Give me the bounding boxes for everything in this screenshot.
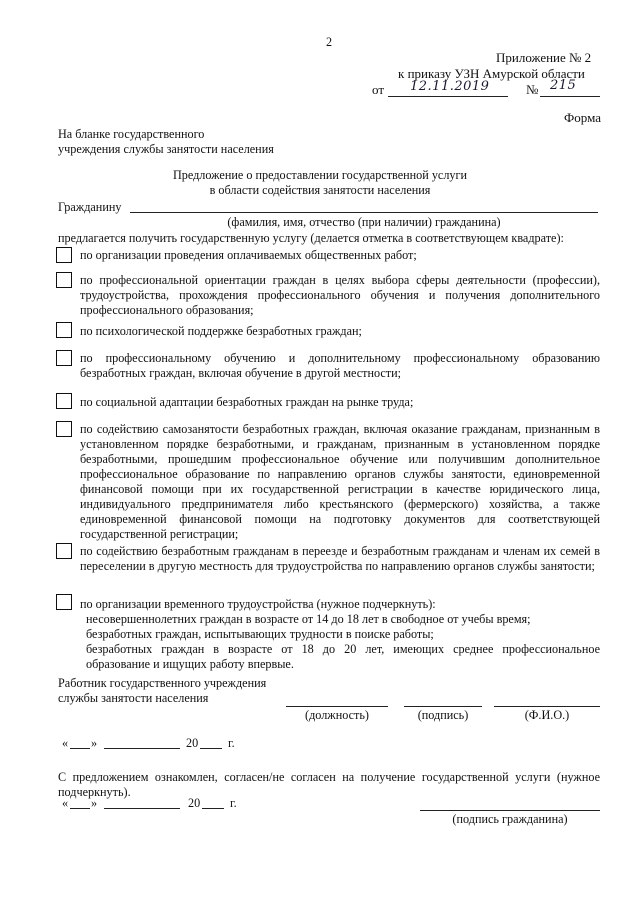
option-checkbox-self-employment[interactable] xyxy=(56,421,72,437)
option-temporary-employment: по организации временного трудоустройства (нужное подчеркнуть): xyxy=(80,597,436,611)
citizen-date-close-quote: » xyxy=(91,796,98,810)
citizen-date-suffix: г. xyxy=(230,796,237,810)
option-checkbox-vocational-training[interactable] xyxy=(56,350,72,366)
citizen-label: Гражданину xyxy=(58,200,122,214)
citizen-signature-field[interactable] xyxy=(420,810,600,811)
option-checkbox-public-works[interactable] xyxy=(56,247,72,263)
option-career-guidance: по профессиональной ориентации граждан в целях выбора сферы деятельности (профессии), трудоустройства, прохождения профессионального обучения и получения дополнительного профессионального образования; xyxy=(80,273,600,317)
fio-caption: (Ф.И.О.) xyxy=(524,708,570,722)
option-psychological-support: по психологической поддержке безработных граждан; xyxy=(80,324,362,338)
order-number-label: № xyxy=(526,82,539,97)
citizen-name-field[interactable] xyxy=(130,212,598,213)
order-date-label: от xyxy=(372,82,385,97)
worker-label-line-2: службы занятости населения xyxy=(58,691,209,705)
document-title-line-1: Предложение о предоставлении государственной услуги xyxy=(172,168,468,182)
option-relocation: по содействию безработным гражданам в переезде и безработным гражданам и членам их семей в переселении в другую местность для трудоустройства по направлению органов службы занятости; xyxy=(80,544,600,573)
option-checkbox-social-adaptation[interactable] xyxy=(56,393,72,409)
option-checkbox-temporary-employment[interactable] xyxy=(56,594,72,610)
option-public-works: по организации проведения оплачиваемых общественных работ; xyxy=(80,248,417,262)
worker-date-suffix: г. xyxy=(228,736,235,750)
position-field[interactable] xyxy=(286,706,388,707)
citizen-name-hint: (фамилия, имя, отчество (при наличии) гражданина) xyxy=(227,215,501,229)
worker-date-open-quote: « xyxy=(62,736,69,750)
worker-date-close-quote: » xyxy=(91,736,98,750)
citizen-signature-caption: (подпись гражданина) xyxy=(452,812,568,826)
signature-field[interactable] xyxy=(404,706,482,707)
temp-item-minors[interactable]: несовершеннолетних граждан в возрасте от 14 до 18 лет в свободное от учебы время; xyxy=(86,612,531,626)
option-checkbox-psychological-support[interactable] xyxy=(56,322,72,338)
option-self-employment: по содействию самозанятости безработных граждан, включая оказание гражданам, признанным в установленном порядке безработными, и гражданам, признанным в установленном порядке безработными, прошедшим профессиональное обучение или получившим дополнительное профессиональное образование по направлению органов службы занятости, единовременной финансовой помощи при их государственной регистрации в качестве юридического лица, индивидуального предпринимателя либо крестьянского (фермерского) хозяйства, а также единовременной финансовой помощи на подготовку документов для соответствующей государственной регистрации; xyxy=(80,422,600,541)
worker-date-year-field[interactable] xyxy=(200,748,222,749)
document-title-line-2: в области содействия занятости населения xyxy=(209,183,431,197)
temp-item-young-graduates[interactable]: безработных граждан в возрасте от 18 до 20 лет, имеющих среднее профессиональное образование и ищущих работу впервые. xyxy=(86,642,600,671)
worker-date-day-field[interactable] xyxy=(70,748,90,749)
order-number-line xyxy=(540,96,600,97)
order-number-handwritten: 215 xyxy=(550,78,577,93)
citizen-date-month-field[interactable] xyxy=(104,808,180,809)
citizen-date-year-field[interactable] xyxy=(202,808,224,809)
option-checkbox-relocation[interactable] xyxy=(56,543,72,559)
worker-label-line-1: Работник государственного учреждения xyxy=(58,676,267,690)
option-social-adaptation: по социальной адаптации безработных граждан на рынке труда; xyxy=(80,395,414,409)
form-label: Форма xyxy=(564,110,601,125)
appendix-title: Приложение № 2 xyxy=(496,50,592,65)
fio-field[interactable] xyxy=(494,706,600,707)
worker-date-year-prefix: 20 xyxy=(186,736,199,750)
citizen-date-open-quote: « xyxy=(62,796,69,810)
order-date-line xyxy=(388,96,508,97)
temp-item-job-seekers[interactable]: безработных граждан, испытывающих трудности в поиске работы; xyxy=(86,627,434,641)
order-date-handwritten: 12.11.2019 xyxy=(410,79,490,94)
page-number: 2 xyxy=(326,35,333,49)
option-checkbox-career-guidance[interactable] xyxy=(56,272,72,288)
order-reference: к приказу УЗН Амурской области xyxy=(398,66,585,81)
citizen-date-day-field[interactable] xyxy=(70,808,90,809)
position-caption: (должность) xyxy=(305,708,369,722)
blank-note-line-1: На бланке государственного xyxy=(58,127,205,141)
worker-date-month-field[interactable] xyxy=(104,748,180,749)
citizen-date-year-prefix: 20 xyxy=(188,796,201,810)
acknowledgement-text: С предложением ознакомлен, согласен/не согласен на получение государственной услуги (нужное подчеркнуть). xyxy=(58,770,600,799)
option-vocational-training: по профессиональному обучению и дополнительному профессиональному образованию безработных граждан, включая обучение в другой местности; xyxy=(80,351,600,380)
offer-intro: предлагается получить государственную услугу (делается отметка в соответствующем квадрате): xyxy=(58,231,564,245)
blank-note-line-2: учреждения службы занятости населения xyxy=(58,142,274,156)
signature-caption: (подпись) xyxy=(417,708,469,722)
